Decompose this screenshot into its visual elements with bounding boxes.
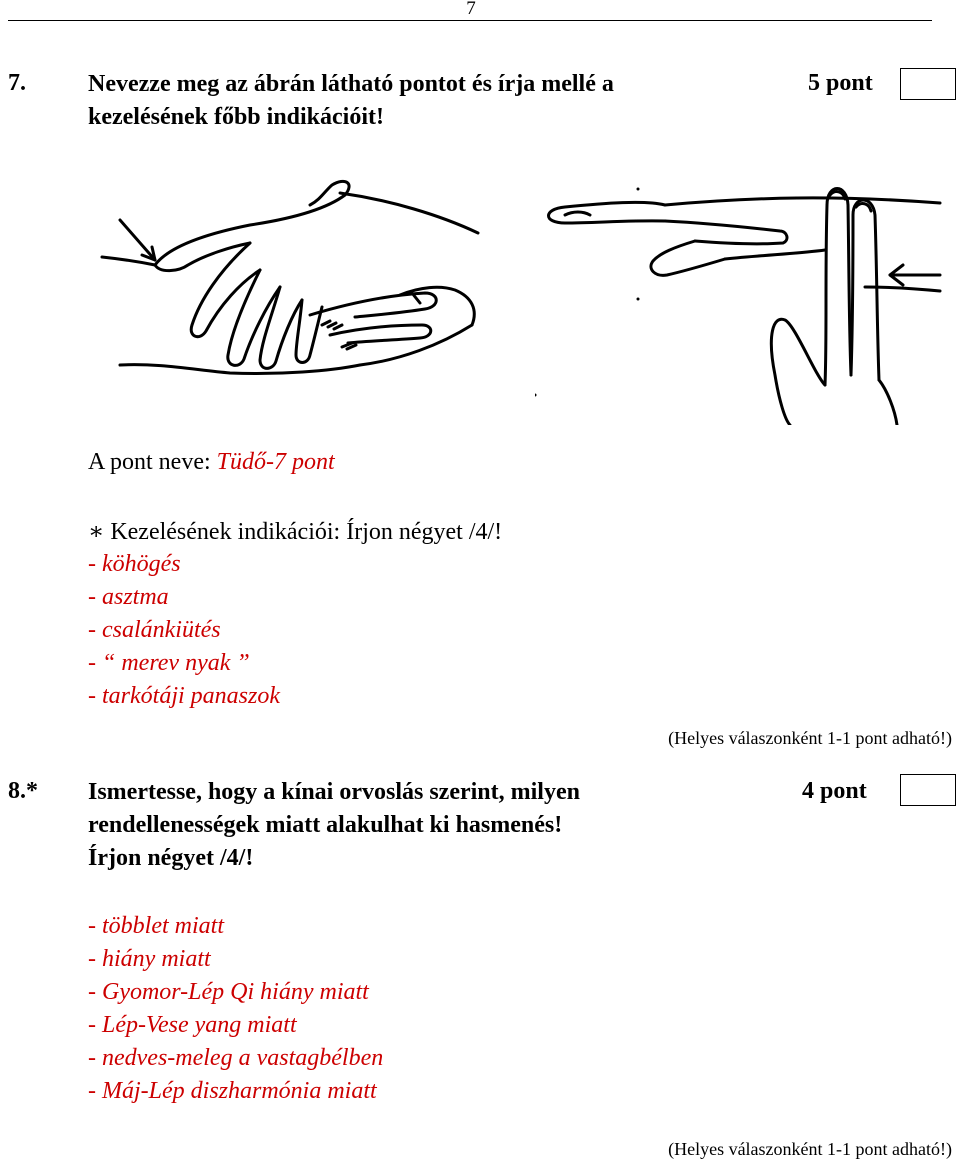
question-7-answer-list: [88, 548, 280, 713]
list-item: - tarkótáji panaszok: [88, 683, 280, 709]
header-rule: [8, 20, 932, 21]
list-item: - asztma: [88, 584, 169, 610]
list-item: - többlet miatt: [88, 913, 224, 939]
indications-line: [88, 517, 502, 546]
indications-label: Kezelésének indikációi: Írjon négyet /4/!: [110, 519, 503, 545]
question-8-answer-list: [88, 910, 383, 1108]
question-7-number: 7.: [8, 70, 26, 96]
finger-measure-wrist-illustration: [535, 175, 945, 425]
point-name-line: [88, 449, 335, 476]
interlaced-hands-illustration: [100, 175, 485, 400]
question-7-scoring-note: (Helyes válaszonként 1-1 pont adható!): [668, 728, 952, 748]
question-8-points: 4 pont: [802, 778, 867, 804]
question-7-score-box[interactable]: [900, 68, 956, 100]
question-7-points: 5 pont: [808, 70, 873, 96]
question-7-text-line-2: kezelésének főbb indikációit!: [88, 104, 385, 130]
question-7-text-line-1: Nevezze meg az ábrán látható pontot és írja mellé a: [88, 71, 614, 97]
question-8-text-line-2: rendellenességek miatt alakulhat ki hasmenés!: [88, 812, 563, 838]
list-item: - Gyomor-Lép Qi hiány miatt: [88, 979, 369, 1005]
list-item: - hiány miatt: [88, 946, 211, 972]
page-number: 7: [466, 0, 476, 19]
list-item: - Máj-Lép diszharmónia miatt: [88, 1078, 377, 1104]
question-8-text-line-1: Ismertesse, hogy a kínai orvoslás szerint, milyen: [88, 779, 580, 805]
list-item: - köhögés: [88, 551, 181, 577]
list-item: - Lép-Vese yang miatt: [88, 1012, 297, 1038]
indications-bullet: ∗: [88, 519, 105, 545]
list-item: - csalánkiütés: [88, 617, 221, 643]
point-name-value: Tüdő-7 pont: [216, 449, 335, 475]
question-8-text: [88, 776, 580, 875]
point-name-label: A pont neve:: [88, 449, 217, 475]
question-8-number: 8.*: [8, 778, 38, 804]
question-8-scoring-note: (Helyes válaszonként 1-1 pont adható!): [668, 1139, 952, 1159]
question-8-score-box[interactable]: [900, 774, 956, 806]
list-item: - nedves-meleg a vastagbélben: [88, 1045, 384, 1071]
question-7-text: [88, 68, 614, 134]
list-item: - “ merev nyak ”: [88, 650, 250, 676]
question-8-text-line-3: Írjon négyet /4/!: [88, 845, 254, 871]
